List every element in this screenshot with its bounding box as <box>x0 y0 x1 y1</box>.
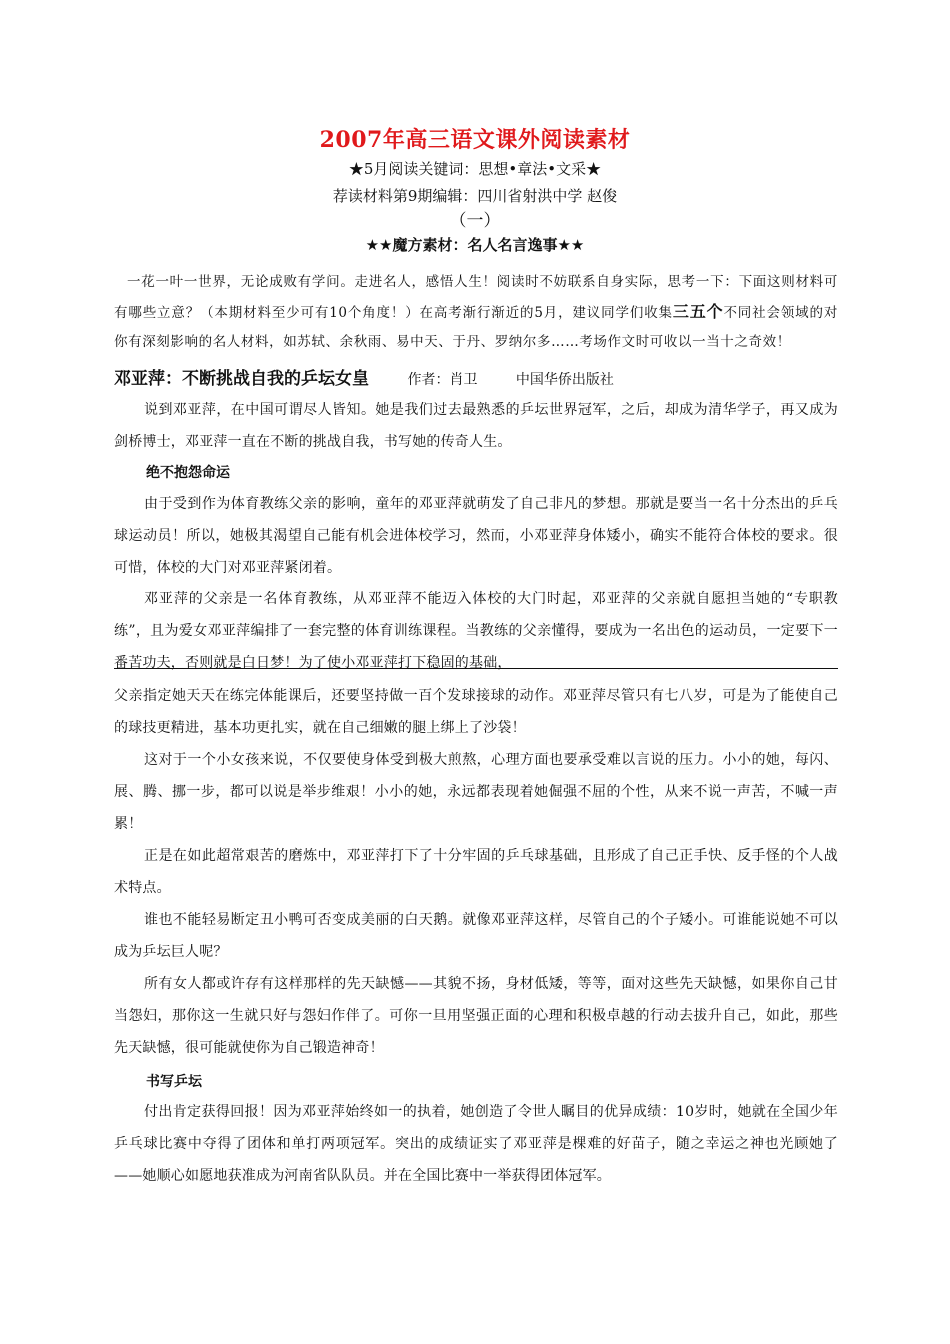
article-paragraph-7: 谁也不能轻易断定丑小鸭可否变成美丽的白天鹅。就像邓亚萍这样，尽管自己的个子矮小。可谁能说她不可以成为乒坛巨人呢？ <box>114 912 838 960</box>
article-author: 作者：肖卫 <box>407 372 478 388</box>
keywords-line: ★5月阅读关键词：思想•章法•文采★ <box>348 160 602 178</box>
intro-emphasis: 三五个 <box>672 302 724 321</box>
article-paragraph-6: 正是在如此超常艰苦的磨炼中，邓亚萍打下了十分牢固的乒乓球基础，且形成了自己正手快、反手怪的个人战术特点。 <box>114 848 838 896</box>
intro-text-part1: 一花一叶一世界，无论成败有学问。走进名人，感悟人生！阅读时不妨联系自身实际，思考一下：下面这则材料可有哪些立意？（本期材料至少可有10个角度！）在高考渐行渐近的5月，建议同学们收集 <box>114 274 838 321</box>
article-paragraph-3: 邓亚萍的父亲是一名体育教练，从邓亚萍不能迈入体校的大门时起，邓亚萍的父亲就自愿担当她的“专职教练”，且为爱女邓亚萍编排了一套完整的体育训练课程。当教练的父亲懂得，要成为一名出色的运动员，一定要下一番苦功夫，否则就是白日梦！为了使小邓亚萍打下稳固的基础， <box>114 591 838 671</box>
intro-text-part2: 不同社会领域的对你有深刻影响的名人材料，如苏轼、余秋雨、易中天、于丹、罗纳尔多……考场作文时可收以一当十之奇效！ <box>114 305 838 350</box>
article-paragraph-5: 这对于一个小女孩来说，不仅要使身体受到极大煎熬，心理方面也要承受难以言说的压力。小小的她，每闪、展、腾、挪一步，都可以说是举步维艰！小小的她，永远都表现着她倔强不屈的个性，从来不说一声苦，不喊一声累！ <box>114 752 838 832</box>
article-paragraph-9: 付出肯定获得回报！因为邓亚萍始终如一的执着，她创造了令世人瞩目的优异成绩：10岁时，她就在全国少年乒乓球比赛中夺得了团体和单打两项冠军。突出的成绩证实了邓亚萍是棵难的好苗子，随之幸运之神也光顾她了——她顺心如愿地获准成为河南省队队员。并在全国比赛中一举获得团体冠军。 <box>114 1104 838 1184</box>
subhead-1: 绝不抱怨命运 <box>146 465 230 481</box>
article-paragraph-4: 父亲指定她天天在练完体能课后，还要坚持做一百个发球接球的动作。邓亚萍尽管只有七八岁，可是为了能使自己的球技更精进，基本功更扎实，就在自己细嫩的腿上绑上了沙袋！ <box>114 688 838 736</box>
intro-paragraph <box>114 268 838 357</box>
document-title: 2007年高三语文课外阅读素材 <box>319 127 631 153</box>
editor-line: 荐读材料第9期编辑：四川省射洪中学 赵俊 <box>332 187 618 205</box>
article-paragraph-1: 说到邓亚萍，在中国可谓尽人皆知。她是我们过去最熟悉的乒坛世界冠军，之后，却成为清华学子，再又成为剑桥博士，邓亚萍一直在不断的挑战自我，书写她的传奇人生。 <box>114 402 838 450</box>
subhead-2: 书写乒坛 <box>146 1074 202 1090</box>
article-paragraph-8: 所有女人都或许存有这样那样的先天缺憾——其貌不扬，身材低矮，等等，面对这些先天缺憾，如果你自己甘当怨妇，那你这一生就只好与怨妇作伴了。可你一旦用坚强正面的心理和积极卓越的行动去拔升自己，如此，那些先天缺憾，很可能就使你为自己锻造神奇！ <box>114 976 838 1056</box>
issue-number: （一） <box>449 211 501 231</box>
section-banner: ★★魔方素材：名人名言逸事★★ <box>365 236 585 254</box>
article-paragraph-2: 由于受到作为体育教练父亲的影响，童年的邓亚萍就萌发了自己非凡的梦想。那就是要当一名十分杰出的乒乓球运动员！所以，她极其渴望自己能有机会进体校学习，然而，小邓亚萍身体矮小，确实不能符合体校的要求。很可惜，体校的大门对邓亚萍紧闭着。 <box>114 496 838 576</box>
article-title: 邓亚萍：不断挑战自我的乒坛女皇 <box>114 369 369 389</box>
article-publisher: 中国华侨出版社 <box>515 372 614 388</box>
horizontal-rule <box>114 668 838 669</box>
article-heading <box>114 364 838 389</box>
